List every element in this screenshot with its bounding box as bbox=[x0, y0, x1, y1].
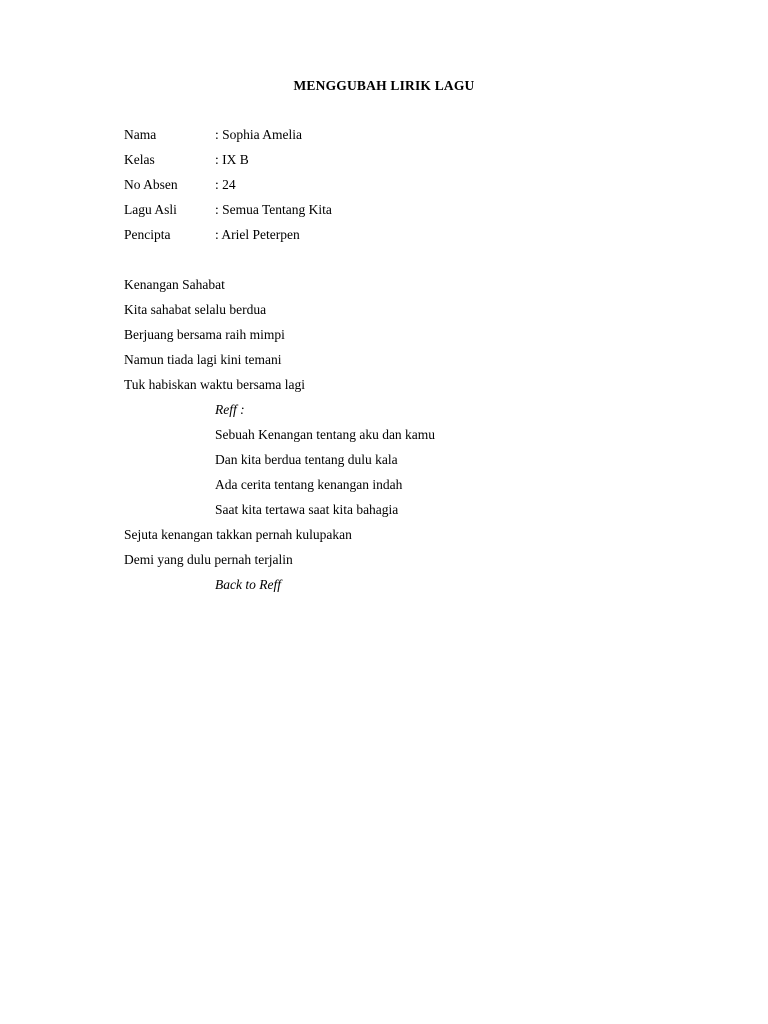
info-label: Lagu Asli bbox=[124, 202, 177, 217]
back-to-reff: Back to Reff bbox=[215, 577, 281, 592]
reff-line: Saat kita tertawa saat kita bahagia bbox=[215, 502, 399, 517]
song-title: Kenangan Sahabat bbox=[124, 277, 225, 292]
lyric-line: Berjuang bersama raih mimpi bbox=[124, 327, 285, 342]
document-title: MENGGUBAH LIRIK LAGU bbox=[293, 78, 475, 93]
info-label: No Absen bbox=[124, 177, 178, 192]
info-value: : Sophia Amelia bbox=[215, 127, 302, 142]
info-value: : IX B bbox=[215, 152, 249, 167]
info-row-pencipta bbox=[124, 226, 332, 251]
info-row-kelas bbox=[124, 151, 332, 176]
info-label: Nama bbox=[124, 127, 157, 142]
info-value: : 24 bbox=[215, 177, 236, 192]
reff-line: Dan kita berdua tentang dulu kala bbox=[215, 452, 398, 467]
reff-line: Sebuah Kenangan tentang aku dan kamu bbox=[215, 427, 436, 442]
info-row-nama bbox=[124, 126, 332, 151]
info-label: Kelas bbox=[124, 152, 155, 167]
reff-label: Reff : bbox=[215, 402, 245, 417]
lyric-line: Tuk habiskan waktu bersama lagi bbox=[124, 377, 305, 392]
info-value: : Semua Tentang Kita bbox=[215, 202, 332, 217]
info-label: Pencipta bbox=[124, 227, 171, 242]
lyric-line: Kita sahabat selalu berdua bbox=[124, 302, 267, 317]
song-lyrics bbox=[124, 276, 435, 601]
info-row-no-absen bbox=[124, 176, 332, 201]
student-info bbox=[124, 126, 332, 251]
info-value: : Ariel Peterpen bbox=[215, 227, 300, 242]
lyric-line: Sejuta kenangan takkan pernah kulupakan bbox=[124, 527, 352, 542]
lyric-line: Namun tiada lagi kini temani bbox=[124, 352, 282, 367]
lyric-line: Demi yang dulu pernah terjalin bbox=[124, 552, 293, 567]
reff-line: Ada cerita tentang kenangan indah bbox=[215, 477, 403, 492]
info-row-lagu-asli bbox=[124, 201, 332, 226]
